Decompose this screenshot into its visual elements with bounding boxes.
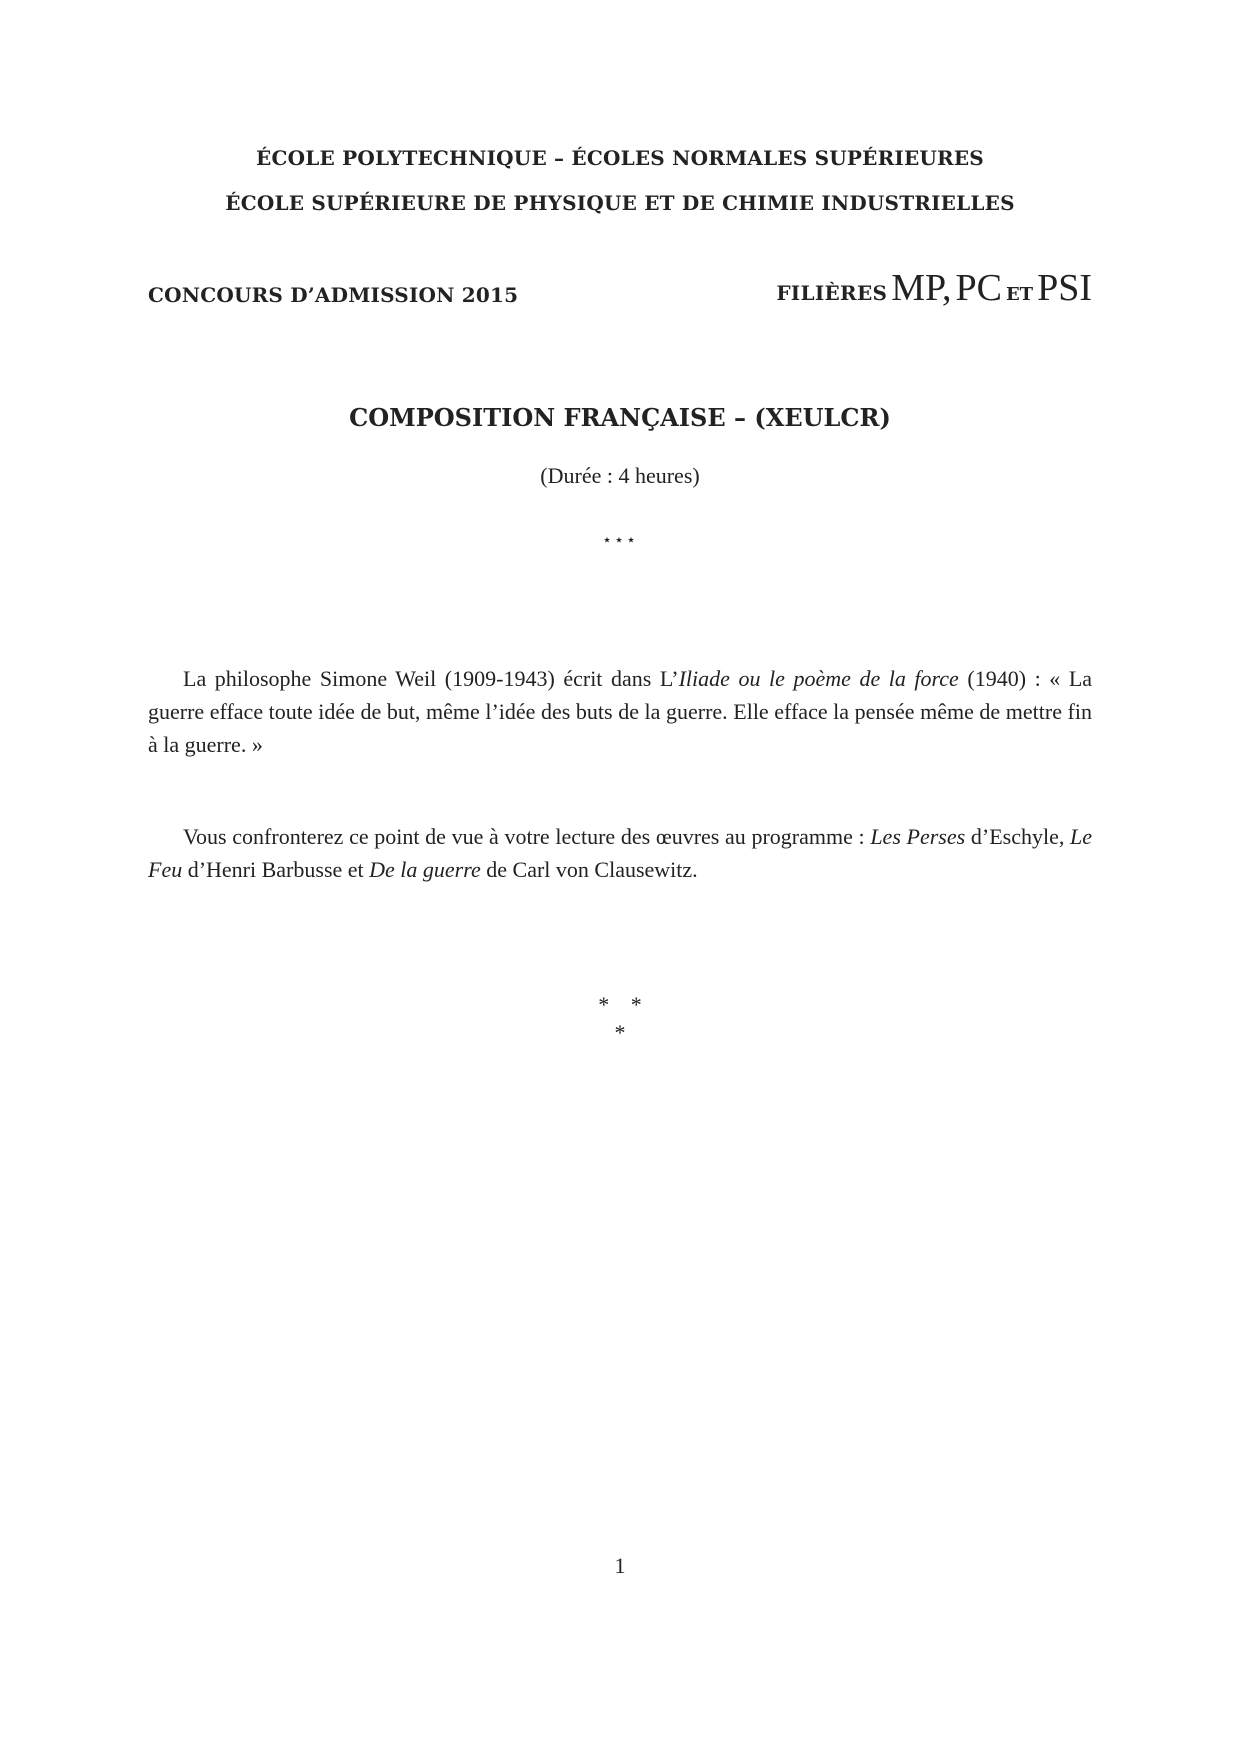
- instruction-paragraph: [148, 820, 1092, 886]
- instruction-text-2: d’Eschyle,: [965, 824, 1070, 849]
- filiere-psi: PSI: [1037, 267, 1092, 309]
- filiere-mp: MP,: [891, 267, 952, 309]
- instruction-text-1: Vous confronterez ce point de vue à votre lecture des œuvres au programme :: [183, 824, 871, 849]
- composition-title: COMPOSITION FRANÇAISE – (XEULCR): [349, 403, 891, 432]
- ornament-stars: ⋆⋆⋆: [601, 530, 639, 549]
- work-title-feu: Le Feu: [148, 824, 1092, 882]
- filiere-pc: PC: [955, 267, 1002, 309]
- quote-text-2: (1940) : « La guerre efface toute idée de but, même l’idée des buts de la guerre. Elle efface la pensée même de mettre fin à la guerre. »: [148, 666, 1093, 757]
- header-schools: ÉCOLE POLYTECHNIQUE – ÉCOLES NORMALES SUPÉRIEURES: [256, 146, 984, 170]
- filiere-et: ET: [1005, 284, 1034, 305]
- work-title-perses: Les Perses: [870, 824, 966, 849]
- header-espci: ÉCOLE SUPÉRIEURE DE PHYSIQUE ET DE CHIMIE INDUSTRIELLES: [225, 191, 1015, 215]
- work-title-guerre: De la guerre: [369, 857, 481, 882]
- end-mark-bottom: *: [614, 1020, 626, 1045]
- instruction-text-4: de Carl von Clausewitz.: [480, 857, 698, 882]
- duration-label: (Durée : 4 heures): [540, 463, 700, 488]
- instruction-text-3: d’Henri Barbusse et: [182, 857, 370, 882]
- filieres-label: [776, 266, 1092, 310]
- concours-label: CONCOURS D’ADMISSION 2015: [148, 283, 519, 307]
- filieres-word: FILIÈRES: [776, 281, 888, 305]
- page-number: 1: [614, 1553, 626, 1578]
- end-mark-top: * *: [598, 992, 642, 1017]
- work-title-iliade: Iliade ou le poème de la force: [678, 666, 959, 691]
- quote-paragraph: [148, 662, 1092, 761]
- quote-text-1: La philosophe Simone Weil (1909-1943) écrit dans L’: [183, 666, 679, 691]
